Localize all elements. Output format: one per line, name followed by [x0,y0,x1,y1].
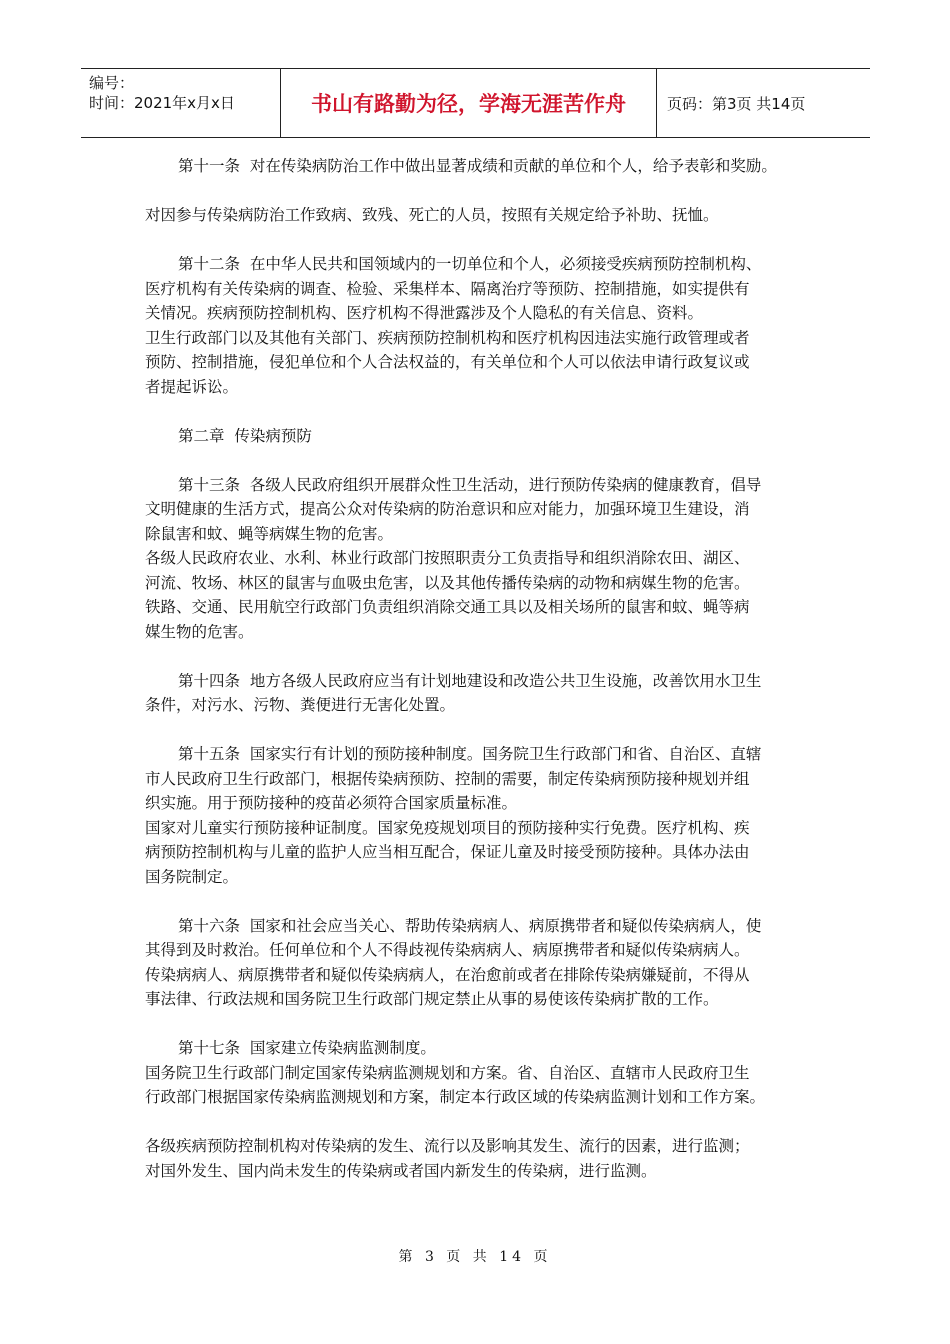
text-line: 第十六条 国家和社会应当关心、帮助传染病病人、病原携带者和疑似传染病病人，使 [178,916,762,935]
text-line: 者提起诉讼。 [145,377,239,396]
doc-number-label: 编号： [89,74,135,92]
header-meta [81,69,281,137]
paragraph [145,669,815,718]
text-line: 媒生物的危害。 [145,622,254,641]
paragraph [145,203,815,228]
paragraph [145,914,815,1012]
header-motto: 书山有路勤为径，学海无涯苦作舟 [281,69,657,137]
header-page-info: 页码：第3页 共14页 [667,94,806,113]
paragraph [145,252,815,399]
text-line: 对因参与传染病防治工作致病、致残、死亡的人员，按照有关规定给予补助、抚恤。 [145,206,719,224]
text-line: 各级人民政府农业、水利、林业行政部门按照职责分工负责指导和组织消除农田、湖区、 [145,549,750,567]
paragraph [145,1036,815,1110]
text-line: 行政部门根据国家传染病监测规划和方案，制定本行政区域的传染病监测计划和工作方案。 [145,1088,766,1106]
text-line: 第十一条 对在传染病防治工作中做出显著成绩和贡献的单位和个人，给予表彰和奖励。 [178,157,777,175]
text-line: 其得到及时救治。任何单位和个人不得歧视传染病病人、病原携带者和疑似传染病病人。 [145,941,750,959]
paragraph [145,473,815,645]
text-line: 对国外发生、国内尚未发生的传染病或者国内新发生的传染病，进行监测。 [145,1161,657,1180]
text-line: 关情况。疾病预防控制机构、医疗机构不得泄露涉及个人隐私的有关信息、资料。 [145,304,704,322]
text-line: 卫生行政部门以及其他有关部门、疾病预防控制机构和医疗机构因违法实施行政管理或者 [145,328,750,347]
text-line: 预防、控制措施，侵犯单位和个人合法权益的，有关单位和个人可以依法申请行政复议或 [145,353,750,371]
text-line: 除鼠害和蚊、蝇等病媒生物的危害。 [145,524,394,543]
text-line: 文明健康的生活方式，提高公众对传染病的防治意识和应对能力，加强环境卫生建设，消 [145,500,750,518]
text-line: 传染病病人、病原携带者和疑似传染病病人，在治愈前或者在排除传染病嫌疑前，不得从 [145,965,750,984]
text-line: 国家对儿童实行预防接种证制度。国家免疫规划项目的预防接种实行免费。医疗机构、疾 [145,818,750,837]
paragraph [145,742,815,889]
text-line: 河流、牧场、林区的鼠害与血吸虫危害，以及其他传播传染病的动物和病媒生物的危害。 [145,573,750,592]
text-line: 各级疾病预防控制机构对传染病的发生、流行以及影响其发生、流行的因素，进行监测； [145,1137,750,1155]
doc-date-label: 时间：2021年x月x日 [89,94,235,112]
paragraph [145,1134,815,1183]
text-line: 第十二条 在中华人民共和国领域内的一切单位和个人，必须接受疾病预防控制机构、 [178,255,762,273]
paragraph [145,424,815,449]
text-line: 事法律、行政法规和国务院卫生行政部门规定禁止从事的易使该传染病扩散的工作。 [145,990,719,1008]
text-line: 病预防控制机构与儿童的监护人应当相互配合，保证儿童及时接受预防接种。具体办法由 [145,843,750,861]
text-line: 国务院制定。 [145,867,239,886]
text-line: 第二章 传染病预防 [178,426,312,445]
page-footer [0,1246,950,1266]
text-line: 条件，对污水、污物、粪便进行无害化处置。 [145,696,456,714]
text-line: 铁路、交通、民用航空行政部门负责组织消除交通工具以及相关场所的鼠害和蚊、蝇等病 [145,598,750,616]
document-body [145,154,815,1208]
text-line: 织实施。用于预防接种的疫苗必须符合国家质量标准。 [145,794,518,812]
text-line: 第十五条 国家实行有计划的预防接种制度。国务院卫生行政部门和省、自治区、直辖 [178,745,762,763]
text-line: 医疗机构有关传染病的调查、检验、采集样本、隔离治疗等预防、控制措施，如实提供有 [145,279,750,298]
footer-page-number: 第 3 页 共 14 页 [398,1249,552,1265]
text-line: 国务院卫生行政部门制定国家传染病监测规划和方案。省、自治区、直辖市人民政府卫生 [145,1063,750,1082]
text-line: 市人民政府卫生行政部门，根据传染病预防、控制的需要，制定传染病预防接种规划并组 [145,769,750,788]
page-header [81,68,870,138]
text-line: 第十四条 地方各级人民政府应当有计划地建设和改造公共卫生设施，改善饮用水卫生 [178,671,762,690]
text-line: 第十七条 国家建立传染病监测制度。 [178,1039,436,1057]
paragraph [145,154,815,179]
text-line: 第十三条 各级人民政府组织开展群众性卫生活动，进行预防传染病的健康教育，倡导 [178,475,762,494]
